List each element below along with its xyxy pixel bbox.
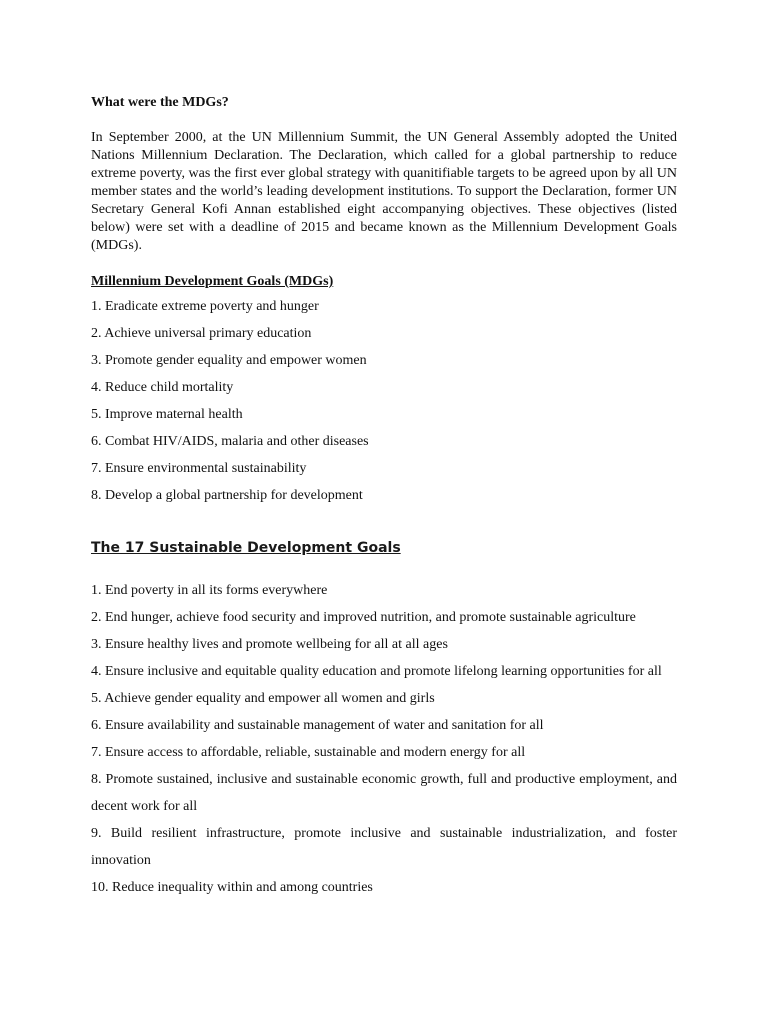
sdg-item: 1. End poverty in all its forms everywhere xyxy=(91,583,328,598)
sdg-item: 9. Build resilient infrastructure, promote inclusive and sustainable industrialization, and foster innovation xyxy=(91,826,677,868)
sdg-list xyxy=(91,577,677,901)
sdg-item: 5. Achieve gender equality and empower all women and girls xyxy=(91,691,435,706)
sdg-item: 6. Ensure availability and sustainable management of water and sanitation for all xyxy=(91,718,544,733)
mdg-item: 2. Achieve universal primary education xyxy=(91,326,312,341)
page-title: What were the MDGs? xyxy=(91,95,229,110)
sdg-heading: The 17 Sustainable Development Goals xyxy=(91,540,401,556)
mdg-item: 5. Improve maternal health xyxy=(91,407,243,422)
mdg-item: 1. Eradicate extreme poverty and hunger xyxy=(91,299,319,314)
mdg-item: 6. Combat HIV/AIDS, malaria and other diseases xyxy=(91,434,369,449)
sdg-item: 10. Reduce inequality within and among countries xyxy=(91,880,373,895)
intro-paragraph: In September 2000, at the UN Millennium Summit, the UN General Assembly adopted the United Nations Millennium Declaration. The Declaration, which called for a global partnership to reduce extreme poverty, was the first ever global strategy with quanitifiable targets to be agreed upon by all UN member states and the world’s leading development institutions. To support the Declaration, former UN Secretary General Kofi Annan established eight accompanying objectives. These objectives (listed below) were set with a deadline of 2015 and became known as the Millennium Development Goals (MDGs). xyxy=(91,130,677,253)
sdg-item: 4. Ensure inclusive and equitable quality education and promote lifelong learning opportunities for all xyxy=(91,664,662,679)
sdg-item: 3. Ensure healthy lives and promote wellbeing for all at all ages xyxy=(91,637,448,652)
mdg-item: 7. Ensure environmental sustainability xyxy=(91,461,307,476)
mdg-item: 8. Develop a global partnership for development xyxy=(91,488,363,503)
mdg-item: 4. Reduce child mortality xyxy=(91,380,234,395)
sdg-item: 8. Promote sustained, inclusive and sustainable economic growth, full and productive employment, and decent work for all xyxy=(91,772,677,814)
sdg-item: 2. End hunger, achieve food security and improved nutrition, and promote sustainable agriculture xyxy=(91,610,636,625)
mdg-item: 3. Promote gender equality and empower women xyxy=(91,353,367,368)
mdg-list xyxy=(91,299,369,515)
sdg-item: 7. Ensure access to affordable, reliable, sustainable and modern energy for all xyxy=(91,745,526,760)
mdg-heading: Millennium Development Goals (MDGs) xyxy=(91,274,334,289)
